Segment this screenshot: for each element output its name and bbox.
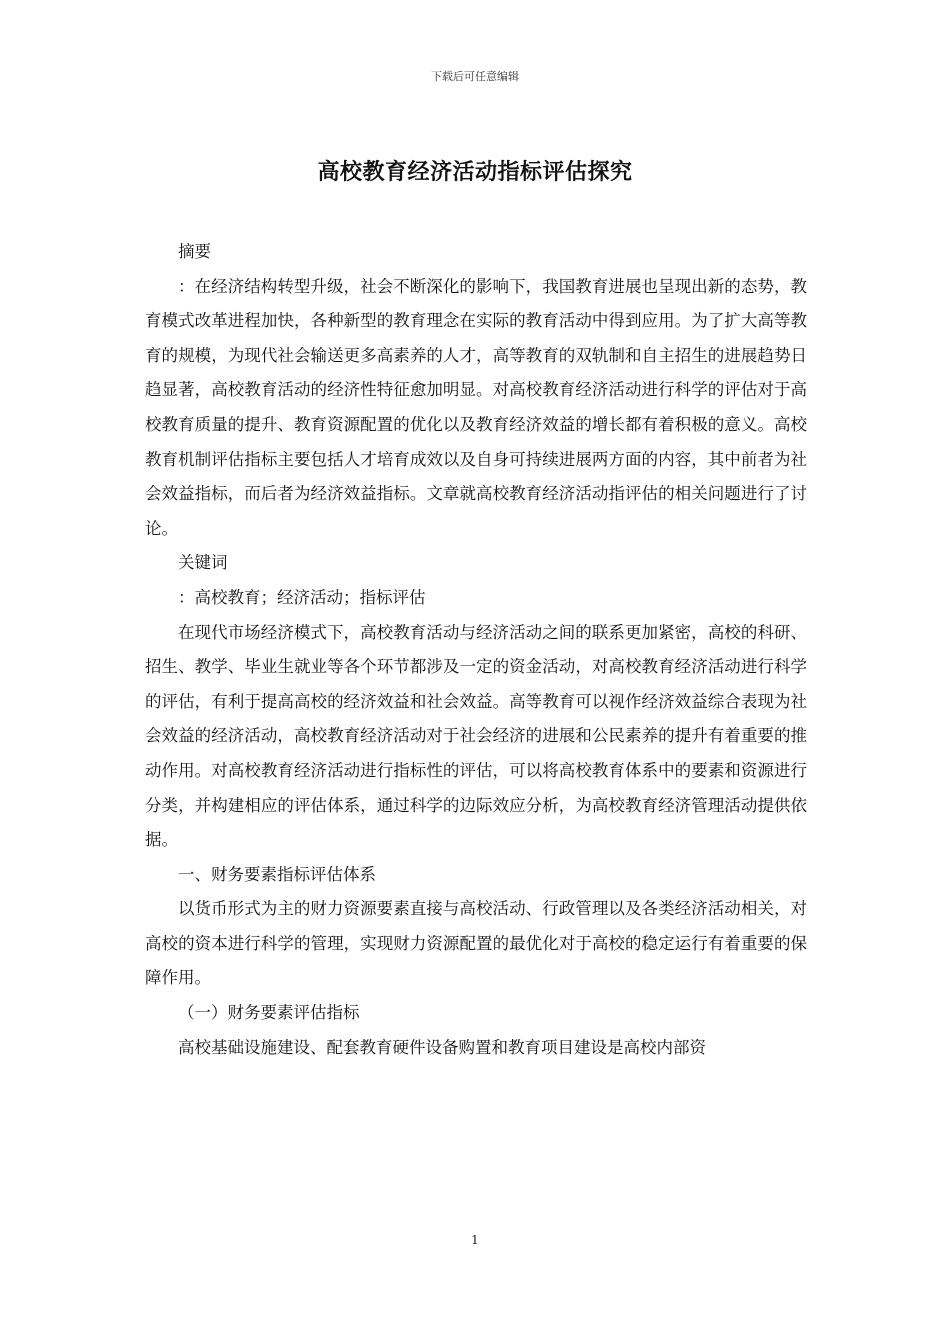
keywords-paragraph: ：高校教育；经济活动；指标评估 (178, 587, 426, 607)
intro-paragraph: 在现代市场经济模式下，高校教育活动与经济活动之间的联系更加紧密，高校的科研、招生、教学、毕业生就业等各个环节都涉及一定的资金活动，对高校教育经济活动进行科学的评估，有利于提高高校的经济效益和社会效益。高等教育可以视作经济效益综合表现为社会效益的经济活动，高校教育经济活动对于社会经济的进展和公民素养的提升有着重要的推动作用。对高校教育经济活动进行指标性的评估，可以将高校教育体系中的要素和资源进行分类，并构建相应的评估体系，通过科学的边际效应分析，为高校教育经济管理活动提供依据。 (145, 622, 807, 850)
document-body (145, 235, 807, 1065)
subsection-paragraph: 高校基础设施建设、配套教育硬件设备购置和教育项目建设是高校内部资 (178, 1037, 706, 1057)
page-number: 1 (471, 1233, 479, 1247)
document-title: 高校教育经济活动指标评估探究 (317, 159, 633, 185)
section-paragraph: 以货币形式为主的财力资源要素直接与高校活动、行政管理以及各类经济活动相关，对高校的资本进行科学的管理，实现财力资源配置的最优化对于高校的稳定运行有着重要的保障作用。 (145, 899, 807, 988)
header-note: 下载后可任意编辑 (431, 70, 519, 83)
abstract-paragraph: ：在经济结构转型升级，社会不断深化的影响下，我国教育进展也呈现出新的态势，教育模式改革进程加快，各种新型的教育理念在实际的教育活动中得到应用。为了扩大高等教育的规模，为现代社会输送更多高素养的人才，高等教育的双轨制和自主招生的进展趋势日趋显著，高校教育活动的经济性特征愈加明显。对高校教育经济活动进行科学的评估对于高校教育质量的提升、教育资源配置的优化以及教育经济效益的增长都有着积极的意义。高校教育机制评估指标主要包括人才培育成效以及自身可持续进展两方面的内容，其中前者为社会效益指标，而后者为经济效益指标。文章就高校教育经济活动指评估的相关问题进行了讨论。 (145, 276, 807, 538)
subsection-heading: （一）财务要素评估指标 (178, 1003, 360, 1023)
section-heading: 一、财务要素指标评估体系 (178, 864, 376, 884)
keywords-heading: 关键词 (178, 553, 228, 573)
abstract-heading: 摘要 (178, 242, 211, 261)
